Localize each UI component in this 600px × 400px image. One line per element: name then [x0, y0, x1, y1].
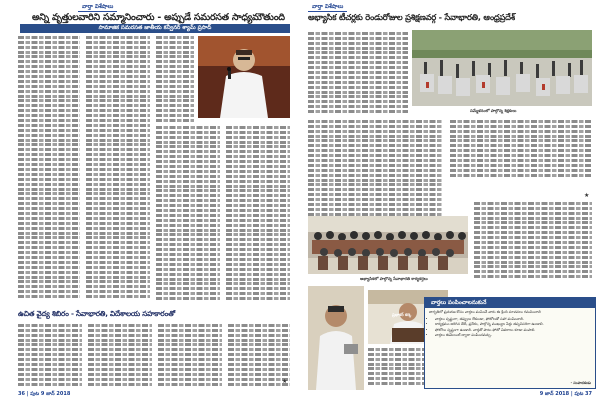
notice-box-list — [425, 317, 595, 338]
article-column — [450, 118, 592, 180]
training-photo — [412, 30, 592, 106]
speaker-photo — [308, 286, 364, 390]
speaker-photo-image — [308, 286, 364, 390]
article-column — [18, 322, 82, 386]
page-headline: అభ్యాసిక టీచర్లకు రెండురోజుల ప్రశిక్షణవర్గ - సేవాభారతి, ఆంధ్రప్రదేశ్ — [308, 12, 515, 22]
notice-item: • వార్తలు ఈమెయిల్ ద్వారా పంపించవచ్చు. — [435, 333, 591, 338]
group-photo-image — [308, 216, 468, 274]
notice-box-signature: - సంపాదకుడు — [570, 381, 591, 385]
section-label: వార్తా విశేషాలు — [78, 3, 117, 12]
notice-item: • వార్తలు స్పష్టంగా, తప్పులు లేకుండా, ఫోటోలతో సహా పంపించాలి. — [435, 317, 591, 322]
page-footer: 36 | పుట 9 జాన్ 2018 — [18, 391, 71, 397]
notice-item: • ఫోటోలు స్పష్టంగా ఉండాలి. వార్తతో పాటు ఫోటో వివరాలు కూడా పంపాలి. — [435, 328, 591, 333]
photo-caption: ప్రభాకర్ కర్క — [392, 312, 412, 317]
article-column — [228, 322, 290, 386]
speaker-photo — [198, 36, 290, 118]
article-column — [226, 124, 290, 304]
article-column — [156, 124, 220, 304]
photo-caption: సమ్మేళనంలో పాల్గొన్న శిక్షకులు — [470, 108, 517, 113]
section-label: వార్తా విశేషాలు — [308, 3, 347, 12]
notice-item: • కార్యక్రమం జరిగిన తేదీ, ప్రదేశం, పాల్గొన్న ముఖ్యుల పేర్లు తప్పనిసరిగా ఉండాలి. — [435, 322, 591, 327]
notice-box-intro: జాగృతిలో ప్రచురణ కోసం వార్తలు పంపించే వారు ఈ క్రింది సూచనలు గమనించాలి — [429, 310, 541, 314]
end-mark-icon: ★ — [282, 378, 288, 385]
notice-box-title: వార్తలు పంపించాలనుకునే — [425, 298, 595, 308]
article-column — [474, 200, 592, 280]
page-footer: 9 జాన్ 2018 | పుట 37 — [539, 391, 592, 397]
article-column — [86, 34, 150, 302]
article-column — [308, 118, 442, 218]
page-headline: అన్ని వృత్తులవారిని సమ్మానించారు - అప్పుడే సమరసత సాధ్యమౌతుంది — [32, 12, 285, 23]
article-column — [18, 34, 80, 302]
speaker-photo-image — [198, 36, 290, 118]
article-column — [88, 322, 152, 386]
article-column — [158, 322, 222, 386]
story2-headline: ఉచిత వైద్య శిబిరం - సేవాభారతి, విదేశాలయ సహకారంతో — [18, 309, 175, 318]
group-photo — [308, 216, 468, 274]
notice-box — [424, 297, 596, 389]
article-column — [156, 34, 194, 122]
end-mark-icon: ★ — [584, 192, 590, 199]
training-photo-image — [412, 30, 592, 106]
article-column — [308, 30, 408, 114]
sub-headline: సామాజిక సమరసత జాతీయ కన్వీనర్ శ్యామ్ ప్రసాద్ — [20, 24, 290, 33]
photo-caption: అభ్యాసికలో పాల్గొన్న సేవాభారతి కార్యకర్తలు — [360, 276, 428, 281]
